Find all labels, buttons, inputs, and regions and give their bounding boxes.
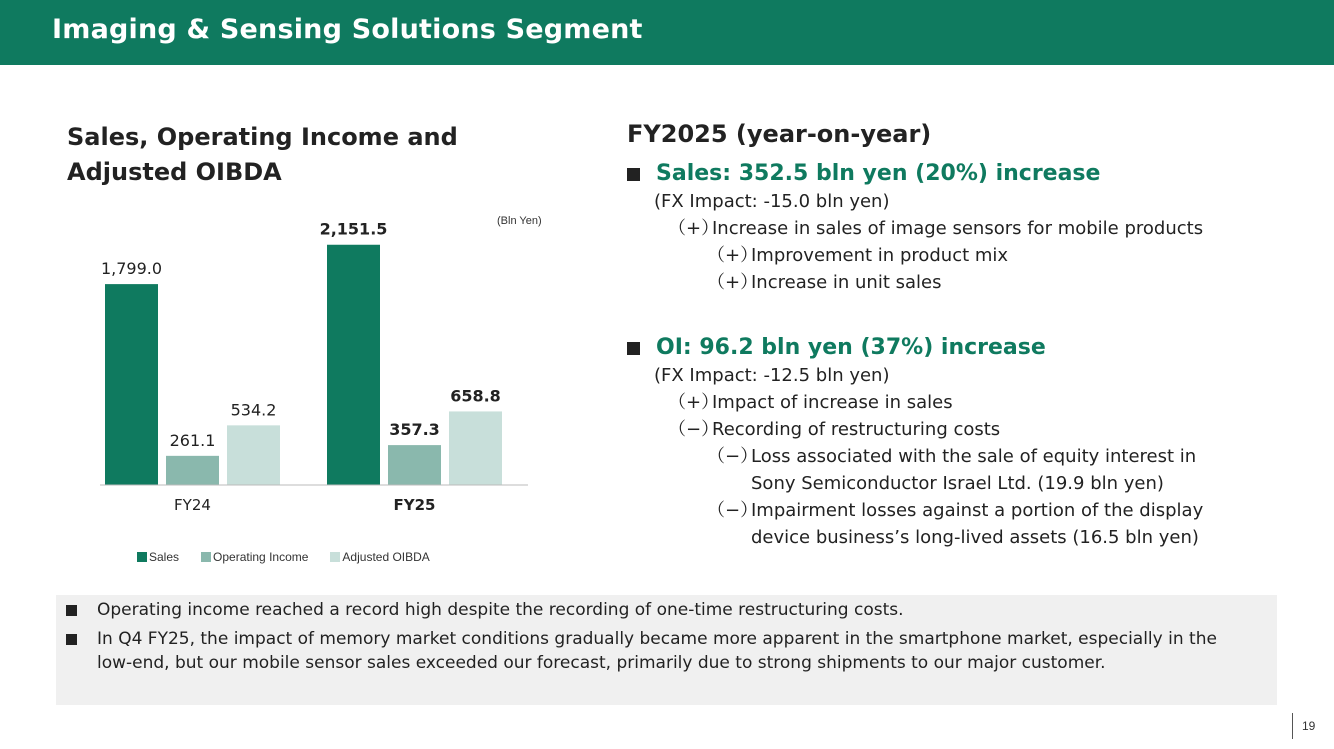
sales-subitem-text: Increase in unit sales (751, 272, 942, 293)
category-label: FY24 (174, 496, 211, 514)
note-text: In Q4 FY25, the impact of memory market conditions gradually became more apparent in the smartphone market, especially in the low-end, but our mobile sensor sales exceeded our forecast, primarily due to strong shipments to our major customer. (97, 629, 1217, 673)
minus-sign: （−） (707, 446, 759, 467)
data-label: 357.3 (389, 420, 440, 440)
plus-sign: （+） (707, 245, 759, 266)
sales-heading-text: Sales: 352.5 bln yen (20%) increase (656, 161, 1101, 186)
page-title: Imaging & Sensing Solutions Segment (52, 14, 643, 45)
bar-chart (80, 205, 550, 520)
fy-summary-panel (627, 120, 1307, 551)
bar-sales-fy25 (327, 245, 380, 485)
oi-subitem (707, 443, 1307, 497)
chart-legend (137, 550, 452, 564)
plus-sign: （+） (668, 218, 720, 239)
oi-subitem-text: Loss associated with the sale of equity interest in Sony Semiconductor Israel Ltd. (19.9 bln yen) (751, 446, 1197, 494)
legend-swatch-adjusted-oibda (330, 552, 340, 562)
sales-item (668, 215, 1307, 242)
oi-subitem-text: Impairment losses against a portion of the display device business’s long-lived assets (16.5 bln yen) (751, 500, 1204, 548)
legend-label-adjusted-oibda: Adjusted OIBDA (342, 550, 430, 564)
plus-sign: （+） (707, 272, 759, 293)
oi-subitem (707, 497, 1307, 551)
legend-item-sales (137, 550, 179, 564)
sales-heading (627, 160, 1307, 188)
sales-fx-impact: (FX Impact: -15.0 bln yen) (654, 191, 890, 212)
data-label: 534.2 (230, 400, 277, 420)
oi-item-text: Impact of increase in sales (712, 392, 953, 413)
sales-subitem-text: Improvement in product mix (751, 245, 1009, 266)
note-item (66, 628, 1247, 675)
legend-item-operating-income (201, 550, 308, 564)
bar-adjusted-oibda-fy24 (227, 425, 280, 485)
sales-item-text: Increase in sales of image sensors for mobile products (712, 218, 1204, 239)
bullet-square-icon (66, 605, 77, 616)
fy-summary-title: FY2025 (year-on-year) (627, 120, 932, 148)
header-bar (0, 0, 1334, 65)
data-label: 2,151.5 (319, 219, 388, 239)
chart-title: Sales, Operating Income and Adjusted OIBDA (67, 123, 458, 186)
bar-sales-fy24 (105, 284, 158, 485)
bar-operating-income-fy25 (388, 445, 441, 485)
oi-item-text: Recording of restructuring costs (712, 419, 1001, 440)
note-item (66, 599, 1247, 623)
notes-box (56, 595, 1277, 705)
bar-adjusted-oibda-fy25 (449, 411, 502, 485)
legend-swatch-sales (137, 552, 147, 562)
chart-unit-label: (Bln Yen) (497, 215, 542, 227)
plus-sign: （+） (668, 392, 720, 413)
oi-fx-impact: (FX Impact: -12.5 bln yen) (654, 365, 890, 386)
legend-swatch-operating-income (201, 552, 211, 562)
minus-sign: （−） (707, 500, 759, 521)
data-label: 261.1 (169, 430, 216, 450)
oi-heading-text: OI: 96.2 bln yen (37%) increase (656, 335, 1046, 360)
data-label: 1,799.0 (100, 259, 163, 279)
category-label: FY25 (393, 496, 436, 514)
oi-heading (627, 334, 1307, 362)
legend-label-operating-income: Operating Income (213, 550, 309, 564)
oi-item (668, 416, 1307, 443)
note-text: Operating income reached a record high despite the recording of one-time restructuring costs. (97, 600, 904, 620)
page-number: 19 (1292, 713, 1315, 739)
oi-section (627, 334, 1307, 551)
bullet-square-icon (627, 168, 640, 181)
sales-section (627, 160, 1307, 296)
bar-operating-income-fy24 (166, 456, 219, 485)
legend-label-sales: Sales (149, 550, 180, 564)
sales-subitem (707, 242, 1307, 269)
data-label: 658.8 (450, 386, 501, 406)
legend-item-adjusted-oibda (330, 550, 429, 564)
oi-item (668, 389, 1307, 416)
bullet-square-icon (627, 342, 640, 355)
minus-sign: （−） (668, 419, 720, 440)
bullet-square-icon (66, 634, 77, 645)
sales-subitem (707, 269, 1307, 296)
